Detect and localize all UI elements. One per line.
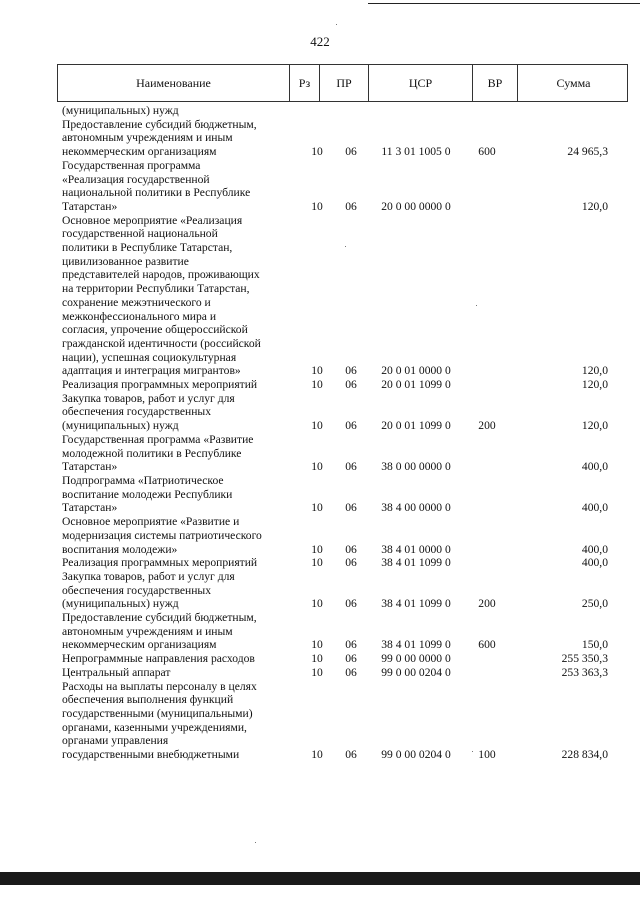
row-csr: 38 4 01 1099 0 <box>381 638 451 652</box>
row-name-line: молодежной политики в Республике <box>62 446 242 460</box>
table-row <box>62 159 622 214</box>
row-rz: 10 <box>311 364 323 378</box>
row-sum: 400,0 <box>581 542 608 556</box>
table-row <box>62 570 622 611</box>
page-number: 422 <box>310 34 330 49</box>
row-name-line: адаптация и интеграция мигрантов» <box>62 364 241 378</box>
row-name-line: Татарстан» <box>62 199 118 213</box>
header-rz: Рз <box>289 65 319 101</box>
row-sum: 253 363,3 <box>561 665 608 679</box>
row-name-line: сохранение межэтнического и <box>62 295 211 309</box>
scan-speck <box>345 246 346 247</box>
row-sum: 400,0 <box>581 460 608 474</box>
row-name <box>62 570 286 611</box>
row-csr: 20 0 01 1099 0 <box>381 419 451 433</box>
row-name-line: органами, казенными учреждениями, <box>62 720 247 734</box>
table-row <box>62 118 622 159</box>
row-name-line: (муниципальных) нужд <box>62 597 179 611</box>
row-name-line: Предоставление субсидий бюджетным, <box>62 611 257 625</box>
scan-edge-bar <box>0 872 640 885</box>
table-header <box>57 64 628 102</box>
row-rz: 10 <box>311 652 323 666</box>
row-name-line: Государственная программа «Развитие <box>62 432 254 446</box>
row-name-line: государственными (муниципальными) <box>62 706 253 720</box>
row-name-line: Основное мероприятие «Развитие и <box>62 515 240 529</box>
row-rz: 10 <box>311 501 323 515</box>
row-name <box>62 680 286 762</box>
row-pr: 06 <box>345 542 357 556</box>
row-csr: 38 4 00 0000 0 <box>381 501 451 515</box>
row-name <box>62 611 286 652</box>
row-pr: 06 <box>345 145 357 159</box>
table-row <box>62 611 622 652</box>
row-name-line: Государственная программа <box>62 158 201 172</box>
row-csr: 38 0 00 0000 0 <box>381 460 451 474</box>
row-sum: 120,0 <box>581 364 608 378</box>
row-name-line: Центральный аппарат <box>62 665 171 679</box>
row-csr: 99 0 00 0000 0 <box>381 652 451 666</box>
row-name-line: на территории Республики Татарстан, <box>62 282 250 296</box>
row-name-line: Татарстан» <box>62 460 118 474</box>
table-row <box>62 474 622 515</box>
row-name-line: Татарстан» <box>62 501 118 515</box>
header-name: Наименование <box>136 75 211 90</box>
row-name <box>62 118 286 159</box>
row-rz: 10 <box>311 556 323 570</box>
row-sum: 150,0 <box>581 638 608 652</box>
row-name-line: политики в Республике Татарстан, <box>62 241 233 255</box>
row-csr: 38 4 01 1099 0 <box>381 597 451 611</box>
row-name-line: некоммерческим организациям <box>62 638 217 652</box>
row-vr: 600 <box>478 638 496 652</box>
row-sum: 400,0 <box>581 556 608 570</box>
row-csr: 99 0 00 0204 0 <box>381 665 451 679</box>
row-sum: 250,0 <box>581 597 608 611</box>
row-name <box>62 666 286 680</box>
row-csr: 38 4 01 1099 0 <box>381 556 451 570</box>
table-row <box>62 378 622 392</box>
row-pr: 06 <box>345 556 357 570</box>
row-name-line: государственными внебюджетными <box>62 748 240 762</box>
row-rz: 10 <box>311 145 323 159</box>
row-name-line: национальной политики в Республике <box>62 186 251 200</box>
row-vr: 200 <box>478 419 496 433</box>
row-pr: 06 <box>345 419 357 433</box>
row-rz: 10 <box>311 542 323 556</box>
row-name <box>62 392 286 433</box>
table-row <box>62 214 622 378</box>
row-pr: 06 <box>345 378 357 392</box>
row-name-line: автономным учреждениям и иным <box>62 131 233 145</box>
row-rz: 10 <box>311 460 323 474</box>
row-csr: 20 0 00 0000 0 <box>381 199 451 213</box>
row-sum: 228 834,0 <box>561 748 608 762</box>
row-name-line: Расходы на выплаты персоналу в целях <box>62 679 257 693</box>
row-name-line: некоммерческим организациям <box>62 145 217 159</box>
row-name-line: автономным учреждениям и иным <box>62 624 233 638</box>
row-name <box>62 433 286 474</box>
row-name-line: обеспечения государственных <box>62 405 212 419</box>
row-sum: 24 965,3 <box>567 145 608 159</box>
row-pr: 06 <box>345 748 357 762</box>
row-pr: 06 <box>345 199 357 213</box>
row-rz: 10 <box>311 419 323 433</box>
row-csr: 38 4 01 0000 0 <box>381 542 451 556</box>
row-rz: 10 <box>311 378 323 392</box>
row-name-line: согласия, упрочение общероссийской <box>62 323 248 337</box>
row-name-line: Закупка товаров, работ и услуг для <box>62 391 235 405</box>
header-csr: ЦСР <box>368 65 472 101</box>
row-name <box>62 159 286 214</box>
top-rule <box>368 3 640 4</box>
row-rz: 10 <box>311 665 323 679</box>
table-row <box>62 515 622 556</box>
row-name-line: представителей народов, проживающих <box>62 268 260 282</box>
row-pr: 06 <box>345 460 357 474</box>
row-name-line: Закупка товаров, работ и услуг для <box>62 569 235 583</box>
row-name-line: Основное мероприятие «Реализация <box>62 213 243 227</box>
row-name <box>62 652 286 666</box>
row-vr: 100 <box>478 748 496 762</box>
table-row <box>62 666 622 680</box>
row-name <box>62 515 286 556</box>
row-pr: 06 <box>345 597 357 611</box>
row-vr: 600 <box>478 145 496 159</box>
row-rz: 10 <box>311 597 323 611</box>
table-row <box>62 652 622 666</box>
row-sum: 255 350,3 <box>561 652 608 666</box>
scan-speck <box>472 751 473 752</box>
row-sum: 120,0 <box>581 378 608 392</box>
row-name <box>62 214 286 378</box>
row-name-line: нации), успешная социокультурная <box>62 350 237 364</box>
row-name-line: воспитание молодежи Республики <box>62 487 233 501</box>
row-sum: 120,0 <box>581 199 608 213</box>
scan-speck <box>336 24 337 25</box>
table-row <box>62 680 622 762</box>
table-body <box>62 104 622 762</box>
table-row <box>62 392 622 433</box>
row-name-line: государственной национальной <box>62 227 218 241</box>
row-name-line: Реализация программных мероприятий <box>62 556 258 570</box>
row-pr: 06 <box>345 364 357 378</box>
row-pr: 06 <box>345 652 357 666</box>
row-csr: 20 0 01 0000 0 <box>381 364 451 378</box>
scan-speck <box>476 305 477 306</box>
row-name <box>62 474 286 515</box>
row-name-line: Подпрограмма «Патриотическое <box>62 473 224 487</box>
row-name-line: воспитания молодежи» <box>62 542 178 556</box>
row-pr: 06 <box>345 501 357 515</box>
row-name-line: (муниципальных) нужд <box>62 104 179 117</box>
row-sum: 120,0 <box>581 419 608 433</box>
row-name-line: органами управления <box>62 734 169 748</box>
row-rz: 10 <box>311 748 323 762</box>
row-pr: 06 <box>345 665 357 679</box>
row-name <box>62 104 286 118</box>
row-csr: 20 0 01 1099 0 <box>381 378 451 392</box>
row-name-line: «Реализация государственной <box>62 172 210 186</box>
row-name-line: межконфессионального мира и <box>62 309 217 323</box>
row-name-line: обеспечения выполнения функций <box>62 693 234 707</box>
row-name <box>62 556 286 570</box>
row-pr: 06 <box>345 638 357 652</box>
row-name-line: Непрограммные направления расходов <box>62 652 255 666</box>
row-rz: 10 <box>311 638 323 652</box>
scan-speck <box>255 842 256 843</box>
header-vr: ВР <box>472 65 517 101</box>
row-csr: 99 0 00 0204 0 <box>381 748 451 762</box>
row-csr: 11 3 01 1005 0 <box>381 145 451 159</box>
row-name-line: модернизация системы патриотического <box>62 528 262 542</box>
row-name-line: Предоставление субсидий бюджетным, <box>62 117 257 131</box>
row-vr: 200 <box>478 597 496 611</box>
header-sum: Сумма <box>517 65 629 101</box>
row-name-line: цивилизованное развитие <box>62 254 189 268</box>
row-name-line: обеспечения государственных <box>62 583 212 597</box>
row-name-line: Реализация программных мероприятий <box>62 378 258 392</box>
row-sum: 400,0 <box>581 501 608 515</box>
table-row <box>62 104 622 118</box>
row-name-line: (муниципальных) нужд <box>62 419 179 433</box>
row-name-line: гражданской идентичности (российской <box>62 336 261 350</box>
header-pr: ПР <box>319 65 368 101</box>
row-name <box>62 378 286 392</box>
row-rz: 10 <box>311 199 323 213</box>
table-row <box>62 433 622 474</box>
table-row <box>62 556 622 570</box>
